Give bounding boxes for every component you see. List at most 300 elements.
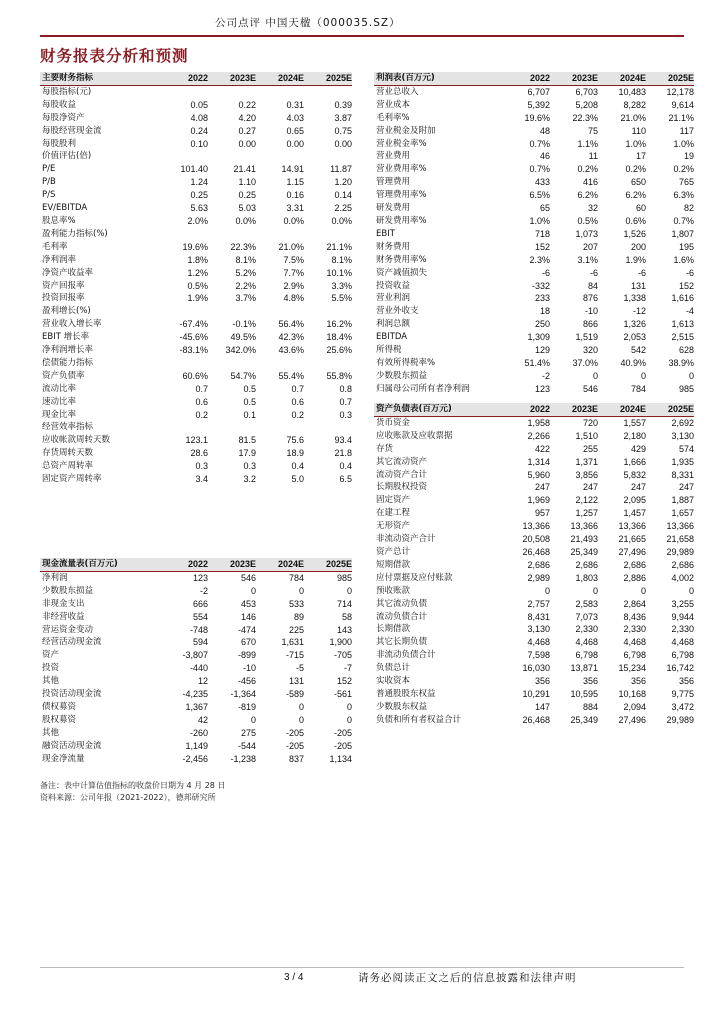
cell-value: 2,864 <box>623 598 646 609</box>
row-label: 非经营收益 <box>42 611 85 622</box>
table-row <box>374 443 694 456</box>
cell-value: 4,468 <box>623 637 646 648</box>
cell-value: 123 <box>192 572 208 583</box>
row-label: P/S <box>42 190 56 201</box>
cell-value: 17.9 <box>238 448 256 459</box>
cell-value <box>304 357 352 370</box>
row-label: 长期借款 <box>376 624 411 635</box>
cell-value: 1.24 <box>190 177 208 188</box>
cell-value: 0.05 <box>190 99 208 110</box>
cell-value: 58 <box>341 611 352 622</box>
cell-value <box>256 421 304 434</box>
row-label: 每股净资产 <box>42 112 85 123</box>
cell-value: 5.63 <box>190 203 208 214</box>
cell-value: 0.25 <box>238 190 256 201</box>
cell-value: -4 <box>685 306 694 317</box>
cell-value: 275 <box>240 727 256 738</box>
row-label: 投资收益 <box>376 280 411 291</box>
cell-value: 5,832 <box>623 469 646 480</box>
cell-value: 143 <box>336 624 352 635</box>
row-label: 每股指标(元) <box>42 86 92 97</box>
cell-value: 16.2% <box>326 319 352 330</box>
cell-value: 42.3% <box>278 332 304 343</box>
cell-value: 0.7 <box>195 383 208 394</box>
cell-value: 0.65 <box>286 125 304 136</box>
row-label: 非流动负债合计 <box>376 650 436 661</box>
cell-value: 0.7% <box>529 164 550 175</box>
cell-value: 0.5% <box>187 280 208 291</box>
cell-value: 147 <box>534 701 550 712</box>
cell-value <box>208 228 256 241</box>
cell-value: -544 <box>237 740 256 751</box>
cell-value: 0 <box>250 585 256 596</box>
table-row <box>374 701 694 714</box>
table-row <box>374 254 694 267</box>
table-row <box>374 469 694 482</box>
cell-value: 26,468 <box>522 546 550 557</box>
table-row <box>374 481 694 494</box>
table-row <box>40 280 352 293</box>
cell-value: 0.2 <box>291 409 304 420</box>
cell-value: 453 <box>240 598 256 609</box>
cell-value: 0.8 <box>339 383 352 394</box>
cell-value: 0.7 <box>291 383 304 394</box>
cell-value: 356 <box>582 676 598 687</box>
cell-value: 2,330 <box>623 624 646 635</box>
cell-value: 21.1% <box>668 112 694 123</box>
table-row <box>40 701 352 714</box>
cell-value: 11 <box>588 151 598 162</box>
cell-value: 250 <box>534 319 550 330</box>
table-row <box>374 688 694 701</box>
cell-value: 1.1% <box>577 138 598 149</box>
cell-value: 18.9 <box>286 448 304 459</box>
cell-value: 0.22 <box>238 99 256 110</box>
section-title: 财务报表分析和预测 <box>40 47 189 65</box>
cell-value: 0.0% <box>283 215 304 226</box>
cell-value: 356 <box>534 676 550 687</box>
cell-value: 0.10 <box>190 138 208 149</box>
table-row <box>374 430 694 443</box>
table-row <box>374 305 694 318</box>
cell-value: 2,686 <box>527 559 550 570</box>
cell-value: 433 <box>534 177 550 188</box>
cell-value: 0.5 <box>243 383 256 394</box>
cell-value: 152 <box>336 676 352 687</box>
cell-value: -2,456 <box>182 753 208 764</box>
table-row <box>374 714 694 727</box>
row-label: 每股股利 <box>42 138 77 149</box>
row-label: 其它流动负债 <box>376 598 428 609</box>
cell-value: 0 <box>298 714 304 725</box>
cell-value: 554 <box>192 611 208 622</box>
cell-value: -205 <box>333 727 352 738</box>
row-label: 营业税金率% <box>376 138 427 149</box>
cell-value: 0 <box>640 370 646 381</box>
cell-value: 1.20 <box>334 177 352 188</box>
row-label: 少数股东权益 <box>376 701 428 712</box>
cell-value: -3,807 <box>182 650 208 661</box>
cell-value: 16,030 <box>522 663 550 674</box>
cell-value: 4.08 <box>190 112 208 123</box>
row-label: 现金比率 <box>42 409 77 420</box>
table-row <box>374 520 694 533</box>
cell-value: -205 <box>285 740 304 751</box>
cell-value: 3,130 <box>671 430 694 441</box>
row-label: 应收账款及应收票据 <box>376 430 453 441</box>
row-label: 资产总计 <box>376 546 411 557</box>
cell-value: 3.87 <box>334 112 352 123</box>
cell-value: -819 <box>237 701 256 712</box>
table-row <box>374 456 694 469</box>
row-label: 研发费用 <box>376 203 411 214</box>
table-row <box>40 112 352 125</box>
column-header: 2024E <box>256 72 304 85</box>
cell-value: 28.6 <box>190 448 208 459</box>
cell-value: 146 <box>240 611 256 622</box>
cell-value: 46 <box>539 151 550 162</box>
cell-value: 765 <box>678 177 694 188</box>
cell-value: 0.3 <box>195 461 208 472</box>
cell-value: 9,614 <box>671 99 694 110</box>
cell-value: 89 <box>293 611 304 622</box>
cell-value: 2,886 <box>623 572 646 583</box>
cell-value: 866 <box>582 319 598 330</box>
cell-value: 21.0% <box>620 112 646 123</box>
table-row <box>374 662 694 675</box>
cell-value: 19 <box>683 151 694 162</box>
cell-value: 15,234 <box>618 663 646 674</box>
table-row <box>40 163 352 176</box>
cashflow-table <box>40 558 352 766</box>
cell-value: 1,807 <box>671 228 694 239</box>
table-row <box>40 636 352 649</box>
valuation-note: 备注：表中计算估值指标的收盘价日期为 4 月 28 日 <box>40 781 226 790</box>
row-label: 营业税金及附加 <box>376 125 436 136</box>
column-header: 2025E <box>646 72 694 85</box>
cell-value: 7,598 <box>527 650 550 661</box>
cell-value: 1,510 <box>575 430 598 441</box>
cell-value: -12 <box>632 306 646 317</box>
cell-value: 10.1% <box>326 267 352 278</box>
cell-value: 650 <box>630 177 646 188</box>
cell-value: 75.6 <box>286 435 304 446</box>
cell-value: 117 <box>679 125 694 136</box>
cell-value: 0.5 <box>243 396 256 407</box>
table-row <box>374 416 694 429</box>
row-label: 研发费用率% <box>376 215 427 226</box>
row-label: 投资回报率 <box>42 293 85 304</box>
cell-value: -5 <box>295 663 304 674</box>
cell-value <box>208 150 256 163</box>
cell-value: 670 <box>240 637 256 648</box>
table-row <box>374 572 694 585</box>
cell-value: 20,508 <box>522 534 550 545</box>
cell-value: 37.0% <box>572 357 598 368</box>
table-row <box>374 611 694 624</box>
cell-value: 26,468 <box>522 714 550 725</box>
cell-value: 29,989 <box>666 546 694 557</box>
table-row <box>374 125 694 138</box>
row-label: 在建工程 <box>376 508 411 519</box>
cell-value <box>256 228 304 241</box>
cell-value: 1,616 <box>671 293 694 304</box>
cell-value: 7.5% <box>283 254 304 265</box>
row-label: 营业总收入 <box>376 86 419 97</box>
data-source: 资料来源：公司年报（2021-2022），德邦研究所 <box>40 793 216 802</box>
table-row <box>40 611 352 624</box>
cell-value: 4.03 <box>286 112 304 123</box>
cell-value: 718 <box>534 228 550 239</box>
row-label: 其它长期负债 <box>376 637 428 648</box>
cell-value: -1,364 <box>230 689 256 700</box>
cell-value: 21.0% <box>278 241 304 252</box>
table-row <box>374 318 694 331</box>
cell-value: 75 <box>587 125 598 136</box>
table-row <box>374 585 694 598</box>
cell-value: -205 <box>285 727 304 738</box>
cell-value: 19.6% <box>182 241 208 252</box>
cell-value: 5.2% <box>235 267 256 278</box>
row-label: 每股收益 <box>42 99 77 110</box>
cell-value: 1.2% <box>187 267 208 278</box>
cell-value: 54.7% <box>230 370 256 381</box>
table-row <box>374 189 694 202</box>
cell-value: 6.5% <box>529 190 550 201</box>
cell-value: 21,658 <box>666 534 694 545</box>
cell-value: 8.1% <box>331 254 352 265</box>
row-label: 每股经营现金流 <box>42 125 102 136</box>
table-row <box>374 675 694 688</box>
cell-value: 25,349 <box>570 714 598 725</box>
cell-value: 0.4 <box>291 461 304 472</box>
cell-value: 17 <box>635 151 646 162</box>
cell-value: 0.3 <box>243 461 256 472</box>
cell-value: 0 <box>544 585 550 596</box>
cell-value: 5.03 <box>238 203 256 214</box>
row-label: 非现金支出 <box>42 598 85 609</box>
cell-value: 0.31 <box>286 99 304 110</box>
cell-value: 1,969 <box>527 495 550 506</box>
cell-value <box>304 85 352 98</box>
cell-value: 0 <box>688 585 694 596</box>
cell-value: 55.4% <box>278 370 304 381</box>
table-row <box>374 370 694 383</box>
cell-value: -10 <box>584 306 598 317</box>
row-label: 营业费用率% <box>376 164 427 175</box>
cell-value: 0.2% <box>577 164 598 175</box>
cell-value: 2.0% <box>187 215 208 226</box>
cell-value: 123.1 <box>185 435 208 446</box>
cell-value: -748 <box>189 624 208 635</box>
cell-value: 81.5 <box>238 435 256 446</box>
cell-value: 1,519 <box>575 332 598 343</box>
column-header: 2023E <box>550 72 598 85</box>
cell-value: 2.3% <box>529 254 550 265</box>
cell-value <box>256 305 304 318</box>
table-row <box>40 460 352 473</box>
cell-value: 1.15 <box>286 177 304 188</box>
table-row <box>374 241 694 254</box>
row-label: 资产负债率 <box>42 370 85 381</box>
cell-value: 985 <box>678 383 694 394</box>
table-row <box>40 473 352 486</box>
cell-value: 0.4 <box>339 461 352 472</box>
cell-value <box>160 305 208 318</box>
cell-value: 4,468 <box>527 637 550 648</box>
cell-value: 10,291 <box>522 688 550 699</box>
column-header: 2023E <box>550 403 598 416</box>
cell-value: -205 <box>333 740 352 751</box>
cell-value: 0.6% <box>625 215 646 226</box>
cell-value: 2,095 <box>623 495 646 506</box>
table-row <box>40 624 352 637</box>
cell-value: 1.9% <box>187 293 208 304</box>
cell-value: 110 <box>631 125 646 136</box>
cell-value <box>160 228 208 241</box>
table-title: 利润表(百万元) <box>374 72 502 85</box>
cell-value: -1,238 <box>230 753 256 764</box>
cell-value: 2.2% <box>235 280 256 291</box>
table-row <box>40 215 352 228</box>
cell-value: 1,073 <box>575 228 598 239</box>
cell-value: 2,180 <box>623 430 646 441</box>
cell-value: 0.14 <box>334 190 352 201</box>
cell-value: 131 <box>630 280 646 291</box>
table-row <box>374 85 694 98</box>
cell-value: 0.39 <box>334 99 352 110</box>
row-label: 应付票据及应付账款 <box>376 572 453 583</box>
cell-value: 40.9% <box>620 357 646 368</box>
cell-value: 1,257 <box>575 508 598 519</box>
row-label: 非流动资产合计 <box>376 534 436 545</box>
cell-value: 1,338 <box>623 293 646 304</box>
cell-value: 884 <box>582 701 598 712</box>
cell-value: 21,493 <box>570 534 598 545</box>
table-row <box>40 228 352 241</box>
row-label: 毛利率% <box>376 112 410 123</box>
cell-value: 16,742 <box>666 663 694 674</box>
cell-value: 51.4% <box>524 357 550 368</box>
table-row <box>40 753 352 766</box>
row-label: 负债总计 <box>376 663 411 674</box>
cell-value: 48 <box>539 125 550 136</box>
cell-value: -4,235 <box>182 689 208 700</box>
cell-value <box>304 305 352 318</box>
cell-value: 429 <box>630 443 646 454</box>
cell-value: 1,526 <box>623 228 646 239</box>
table-row <box>40 331 352 344</box>
cell-value: 247 <box>630 482 646 493</box>
cell-value: 1,314 <box>527 456 550 467</box>
column-header: 2025E <box>304 558 352 571</box>
cell-value: 1.8% <box>187 254 208 265</box>
cell-value: 6,703 <box>575 86 598 97</box>
cell-value: 0 <box>298 585 304 596</box>
cell-value: 9,775 <box>671 688 694 699</box>
row-label: 归属母公司所有者净利润 <box>376 383 470 394</box>
table-row <box>374 163 694 176</box>
cell-value: -715 <box>285 650 304 661</box>
cell-value: 60 <box>635 203 646 214</box>
cell-value: 2,686 <box>575 559 598 570</box>
table-row <box>374 202 694 215</box>
cell-value: 6,707 <box>527 86 550 97</box>
cell-value: 255 <box>582 443 598 454</box>
cell-value: 43.6% <box>278 345 304 356</box>
cell-value: 1,900 <box>329 637 352 648</box>
cell-value: 101.40 <box>180 164 208 175</box>
cell-value: -440 <box>189 663 208 674</box>
table-row <box>374 150 694 163</box>
cell-value: 4.20 <box>238 112 256 123</box>
cell-value: 233 <box>534 293 550 304</box>
cell-value: 27,496 <box>618 546 646 557</box>
cell-value: 7.7% <box>283 267 304 278</box>
row-label: 盈利能力指标(%) <box>42 228 108 239</box>
row-label: 总资产周转率 <box>42 461 94 472</box>
table-row <box>40 688 352 701</box>
cell-value: 574 <box>678 443 694 454</box>
row-label: 经营活动现金流 <box>42 637 102 648</box>
cell-value: 1,557 <box>623 417 646 428</box>
cell-value: 628 <box>678 345 694 356</box>
table-row <box>40 662 352 675</box>
table-row <box>40 241 352 254</box>
cell-value: 6.5 <box>339 474 352 485</box>
table-row <box>374 176 694 189</box>
row-label: EBIT <box>376 228 395 239</box>
row-label: 财务费用 <box>376 241 411 252</box>
table-row <box>40 675 352 688</box>
table-row <box>374 99 694 112</box>
table-row <box>40 125 352 138</box>
cell-value: -6 <box>685 267 694 278</box>
table-row <box>374 383 694 396</box>
table-row <box>40 370 352 383</box>
table-row <box>374 215 694 228</box>
page-header: 公司点评 中国天楹（000035.SZ） <box>215 17 401 29</box>
cell-value: 129 <box>534 345 550 356</box>
income-statement-table <box>374 72 694 396</box>
row-label: 资产回报率 <box>42 280 85 291</box>
cell-value: 18 <box>539 306 550 317</box>
cell-value: 4,468 <box>671 637 694 648</box>
cell-value: 0 <box>346 714 352 725</box>
cell-value: 225 <box>288 624 304 635</box>
cell-value: 2,692 <box>671 417 694 428</box>
row-label: 营业费用 <box>376 151 411 162</box>
row-label: 价值评估(倍) <box>42 151 92 162</box>
cell-value: 1.0% <box>529 215 550 226</box>
cell-value: 0.25 <box>190 190 208 201</box>
cell-value: 84 <box>587 280 598 291</box>
cell-value: 10,595 <box>570 688 598 699</box>
cell-value: 2,583 <box>575 598 598 609</box>
row-label: 盈利增长(%) <box>42 306 91 317</box>
cell-value: 1,457 <box>623 508 646 519</box>
row-label: 无形资产 <box>376 521 411 532</box>
table-row <box>40 99 352 112</box>
cell-value: 666 <box>192 598 208 609</box>
row-label: 资产减值损失 <box>376 267 428 278</box>
cell-value: 1,326 <box>623 319 646 330</box>
cell-value: 3.2 <box>243 474 256 485</box>
column-header: 2022 <box>502 72 550 85</box>
table-row <box>40 447 352 460</box>
table-title: 主要财务指标 <box>40 72 160 85</box>
table-row <box>374 546 694 559</box>
